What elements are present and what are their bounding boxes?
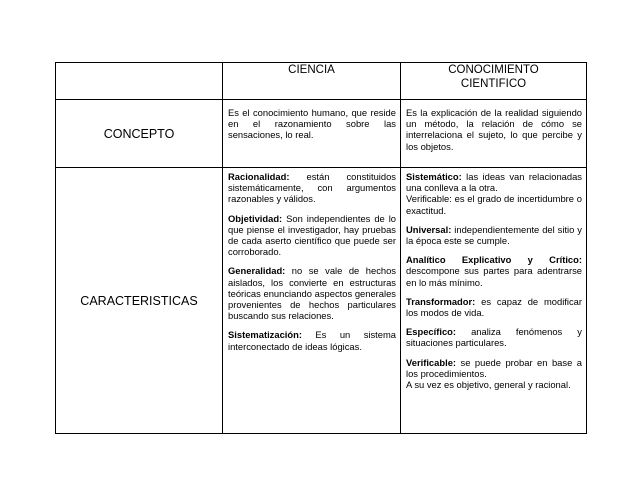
header-conocimiento-cientifico	[401, 63, 587, 100]
cientifico-item: Analítico Explicativo y Crítico: descompone sus partes para adentrarse en lo más mínimo.	[406, 254, 582, 288]
caracteristicas-ciencia-cell	[223, 168, 401, 434]
header-conocimiento-line1: CONOCIMIENTO	[448, 64, 539, 76]
ciencia-item: Racionalidad: están constituidos sistemáticamente, con argumentos razonables y válidos.	[228, 171, 396, 205]
header-ciencia: CIENCIA	[223, 63, 401, 100]
concepto-label: CONCEPTO	[56, 100, 223, 168]
header-conocimiento-line2: CIENTIFICO	[460, 78, 527, 90]
caracteristicas-row	[56, 168, 587, 434]
ciencia-item: Objetividad: Son independientes de lo que piense el investigador, hay pruebas de cada aserto científico que puede ser corroborado.	[228, 212, 396, 258]
concepto-ciencia-text: Es el conocimiento humano, que reside en el razonamiento sobre las sensaciones, lo real.	[223, 100, 401, 168]
concepto-row	[56, 100, 587, 168]
cientifico-item: Verificable: es el grado de incertidumbre o exactitud.	[406, 193, 582, 216]
cientifico-item: Verificable: se puede probar en base a los procedimientos.	[406, 356, 582, 379]
caracteristicas-label: CARACTERISTICAS	[56, 168, 223, 434]
concepto-cientifico-text: Es la explicación de la realidad siguiendo un método, la relación de cómo se interrelaciona el sujeto, lo que percibe y los objetos.	[401, 100, 587, 168]
ciencia-item: Generalidad: no se vale de hechos aislados, los convierte en estructuras teóricas enunciando aspectos generales provenientes de hechos particulares buscando sus relaciones.	[228, 265, 396, 322]
ciencia-item: Sistematización: Es un sistema interconectado de ideas lógicas.	[228, 329, 396, 352]
comparison-table	[55, 62, 587, 434]
header-row	[56, 63, 587, 100]
cientifico-item: Específico: analiza fenómenos y situaciones particulares.	[406, 326, 582, 349]
header-empty-cell	[56, 63, 223, 100]
cientifico-item: A su vez es objetivo, general y racional.	[406, 379, 571, 391]
caracteristicas-cientifico-cell	[401, 168, 587, 434]
cientifico-item: Transformador: es capaz de modificar los modos de vida.	[406, 295, 582, 319]
cientifico-item: Universal: independientemente del sitio y la época este se cumple.	[406, 223, 582, 247]
cientifico-item: Sistemático: las ideas van relacionadas una conlleva a la otra.	[406, 171, 582, 194]
